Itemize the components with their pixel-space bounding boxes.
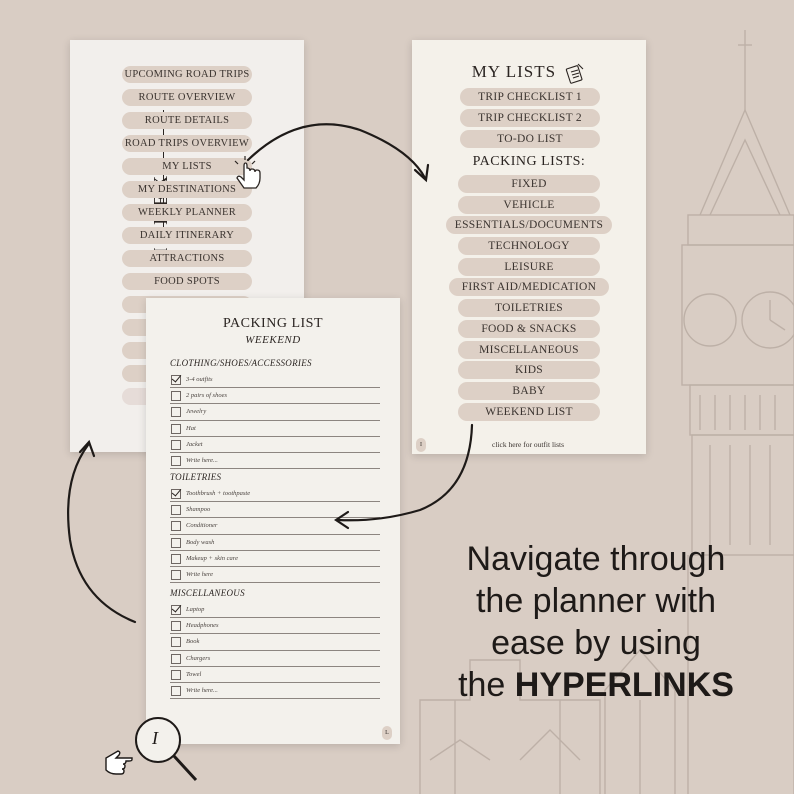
section-toiletries bbox=[170, 472, 380, 583]
index-link-route-details[interactable]: ROUTE DETAILS bbox=[122, 112, 252, 129]
checkbox[interactable] bbox=[171, 456, 181, 466]
packing-list-title: PACKING LIST bbox=[223, 316, 323, 331]
headline-line-4 bbox=[436, 664, 756, 706]
checkbox[interactable] bbox=[171, 375, 181, 385]
checklist-item bbox=[170, 518, 380, 534]
packing-page-number[interactable]: L bbox=[382, 726, 392, 740]
section-heading: MISCELLANEOUS bbox=[170, 588, 245, 598]
checkbox[interactable] bbox=[171, 538, 181, 548]
index-link-route-overview[interactable]: ROUTE OVERVIEW bbox=[122, 89, 252, 106]
magnifier-letter: I bbox=[152, 728, 158, 748]
link-trip-checklist-2[interactable]: TRIP CHECKLIST 2 bbox=[460, 109, 600, 127]
item-label: Body wash bbox=[186, 538, 215, 546]
link-first-aid-medication[interactable]: FIRST AID/MEDICATION bbox=[449, 278, 609, 296]
item-label: 3-4 outfits bbox=[186, 376, 213, 383]
headline-line-2: the planner with bbox=[475, 582, 717, 620]
checklist-item bbox=[170, 437, 380, 453]
packing-list-page bbox=[146, 298, 400, 744]
item-label: Toothbrush + toothpaste bbox=[186, 490, 251, 497]
link-miscellaneous[interactable]: MISCELLANEOUS bbox=[458, 341, 600, 359]
my-lists-title bbox=[412, 62, 646, 84]
checkbox[interactable] bbox=[171, 670, 181, 680]
link-weekend-list[interactable]: WEEKEND LIST bbox=[458, 403, 600, 421]
checkbox[interactable] bbox=[171, 621, 181, 631]
checklist-item bbox=[170, 551, 380, 567]
section-clothing bbox=[170, 358, 380, 469]
link-technology[interactable]: TECHNOLOGY bbox=[458, 237, 600, 255]
checklist-item bbox=[170, 667, 380, 683]
my-lists-title-text: MY LISTS bbox=[471, 62, 557, 81]
packing-lists-heading: PACKING LISTS: bbox=[472, 154, 586, 169]
link-leisure[interactable]: LEISURE bbox=[458, 258, 600, 276]
checkbox[interactable] bbox=[171, 440, 181, 450]
headline-hyperlinks: HYPERLINKS bbox=[514, 666, 734, 704]
item-label: Headphones bbox=[186, 622, 219, 630]
packing-list-subtitle: WEEKEND bbox=[245, 334, 301, 346]
link-to-do-list[interactable]: TO-DO LIST bbox=[460, 130, 600, 148]
checklist-item bbox=[170, 453, 380, 469]
checklist-item bbox=[170, 421, 380, 437]
checkbox[interactable] bbox=[171, 505, 181, 515]
index-link-my-destinations[interactable]: MY DESTINATIONS bbox=[122, 181, 252, 198]
hand-click-icon bbox=[96, 748, 136, 782]
item-label: Write here bbox=[186, 570, 214, 578]
item-label: 2 pairs of shoes bbox=[186, 392, 227, 400]
checklist-item bbox=[170, 404, 380, 420]
hand-pointer-icon bbox=[234, 158, 268, 194]
index-link-food-spots[interactable]: FOOD SPOTS bbox=[122, 273, 252, 290]
checklist-links bbox=[460, 88, 600, 151]
checkbox[interactable] bbox=[171, 654, 181, 664]
packing-list-links bbox=[446, 175, 612, 423]
item-label: Jacket bbox=[186, 440, 203, 448]
section-heading: TOILETRIES bbox=[170, 472, 222, 482]
checkbox[interactable] bbox=[171, 605, 181, 615]
checkbox[interactable] bbox=[171, 686, 181, 696]
index-link-upcoming-road-trips[interactable]: UPCOMING ROAD TRIPS bbox=[122, 66, 252, 83]
link-fixed[interactable]: FIXED bbox=[458, 175, 600, 193]
checklist-item bbox=[170, 683, 380, 699]
section-heading: CLOTHING/SHOES/ACCESSORIES bbox=[170, 358, 312, 368]
link-essentials-documents[interactable]: ESSENTIALS/DOCUMENTS bbox=[446, 216, 612, 234]
notepad-pencil-icon bbox=[564, 62, 586, 84]
index-link-road-trips-overview[interactable]: ROAD TRIPS OVERVIEW bbox=[122, 135, 252, 152]
checklist-item bbox=[170, 535, 380, 551]
checklist-item bbox=[170, 634, 380, 650]
checkbox[interactable] bbox=[171, 407, 181, 417]
item-label: Laptop bbox=[186, 606, 205, 613]
item-label: Conditioner bbox=[186, 522, 218, 530]
item-label: Write here... bbox=[186, 456, 218, 464]
outfit-lists-link[interactable]: click here for outfit lists bbox=[492, 440, 565, 449]
index-link-my-lists[interactable]: MY LISTS bbox=[122, 158, 252, 175]
index-link-weekly-planner[interactable]: WEEKLY PLANNER bbox=[122, 204, 252, 221]
headline-line-3: ease by using bbox=[491, 624, 701, 662]
checkbox[interactable] bbox=[171, 521, 181, 531]
item-label: Shampoo bbox=[186, 506, 211, 514]
checklist-item bbox=[170, 567, 380, 583]
checkbox[interactable] bbox=[171, 637, 181, 647]
checklist-item bbox=[170, 388, 380, 404]
headline-prefix: the bbox=[458, 666, 515, 704]
link-kids[interactable]: KIDS bbox=[458, 361, 600, 379]
checklist-item bbox=[170, 602, 380, 618]
checklist-item bbox=[170, 372, 380, 388]
link-baby[interactable]: BABY bbox=[458, 382, 600, 400]
item-label: Book bbox=[186, 638, 200, 646]
section-miscellaneous bbox=[170, 588, 380, 699]
checklist-item bbox=[170, 486, 380, 502]
item-label: Makeup + skin care bbox=[186, 554, 238, 562]
item-label: Hat bbox=[186, 424, 196, 432]
checklist-item bbox=[170, 651, 380, 667]
link-vehicle[interactable]: VEHICLE bbox=[458, 196, 600, 214]
checkbox[interactable] bbox=[171, 570, 181, 580]
checkbox[interactable] bbox=[171, 554, 181, 564]
checklist-item bbox=[170, 502, 380, 518]
item-label: Jewelry bbox=[186, 408, 207, 416]
headline-line-1: Navigate through bbox=[466, 540, 726, 578]
checkbox[interactable] bbox=[171, 424, 181, 434]
link-food-snacks[interactable]: FOOD & SNACKS bbox=[458, 320, 600, 338]
checkbox[interactable] bbox=[171, 489, 181, 499]
checklist-item bbox=[170, 618, 380, 634]
index-link-daily-itinerary[interactable]: DAILY ITINERARY bbox=[122, 227, 252, 244]
link-trip-checklist-1[interactable]: TRIP CHECKLIST 1 bbox=[460, 88, 600, 106]
item-label: Write here... bbox=[186, 686, 218, 694]
item-label: Chargers bbox=[186, 654, 211, 662]
headline bbox=[436, 538, 756, 706]
item-label: Towel bbox=[186, 670, 202, 678]
lists-page-number[interactable]: I bbox=[416, 438, 426, 452]
link-toiletries[interactable]: TOILETRIES bbox=[458, 299, 600, 317]
checkbox[interactable] bbox=[171, 391, 181, 401]
index-link-attractions[interactable]: ATTRACTIONS bbox=[122, 250, 252, 267]
my-lists-page bbox=[412, 40, 646, 454]
